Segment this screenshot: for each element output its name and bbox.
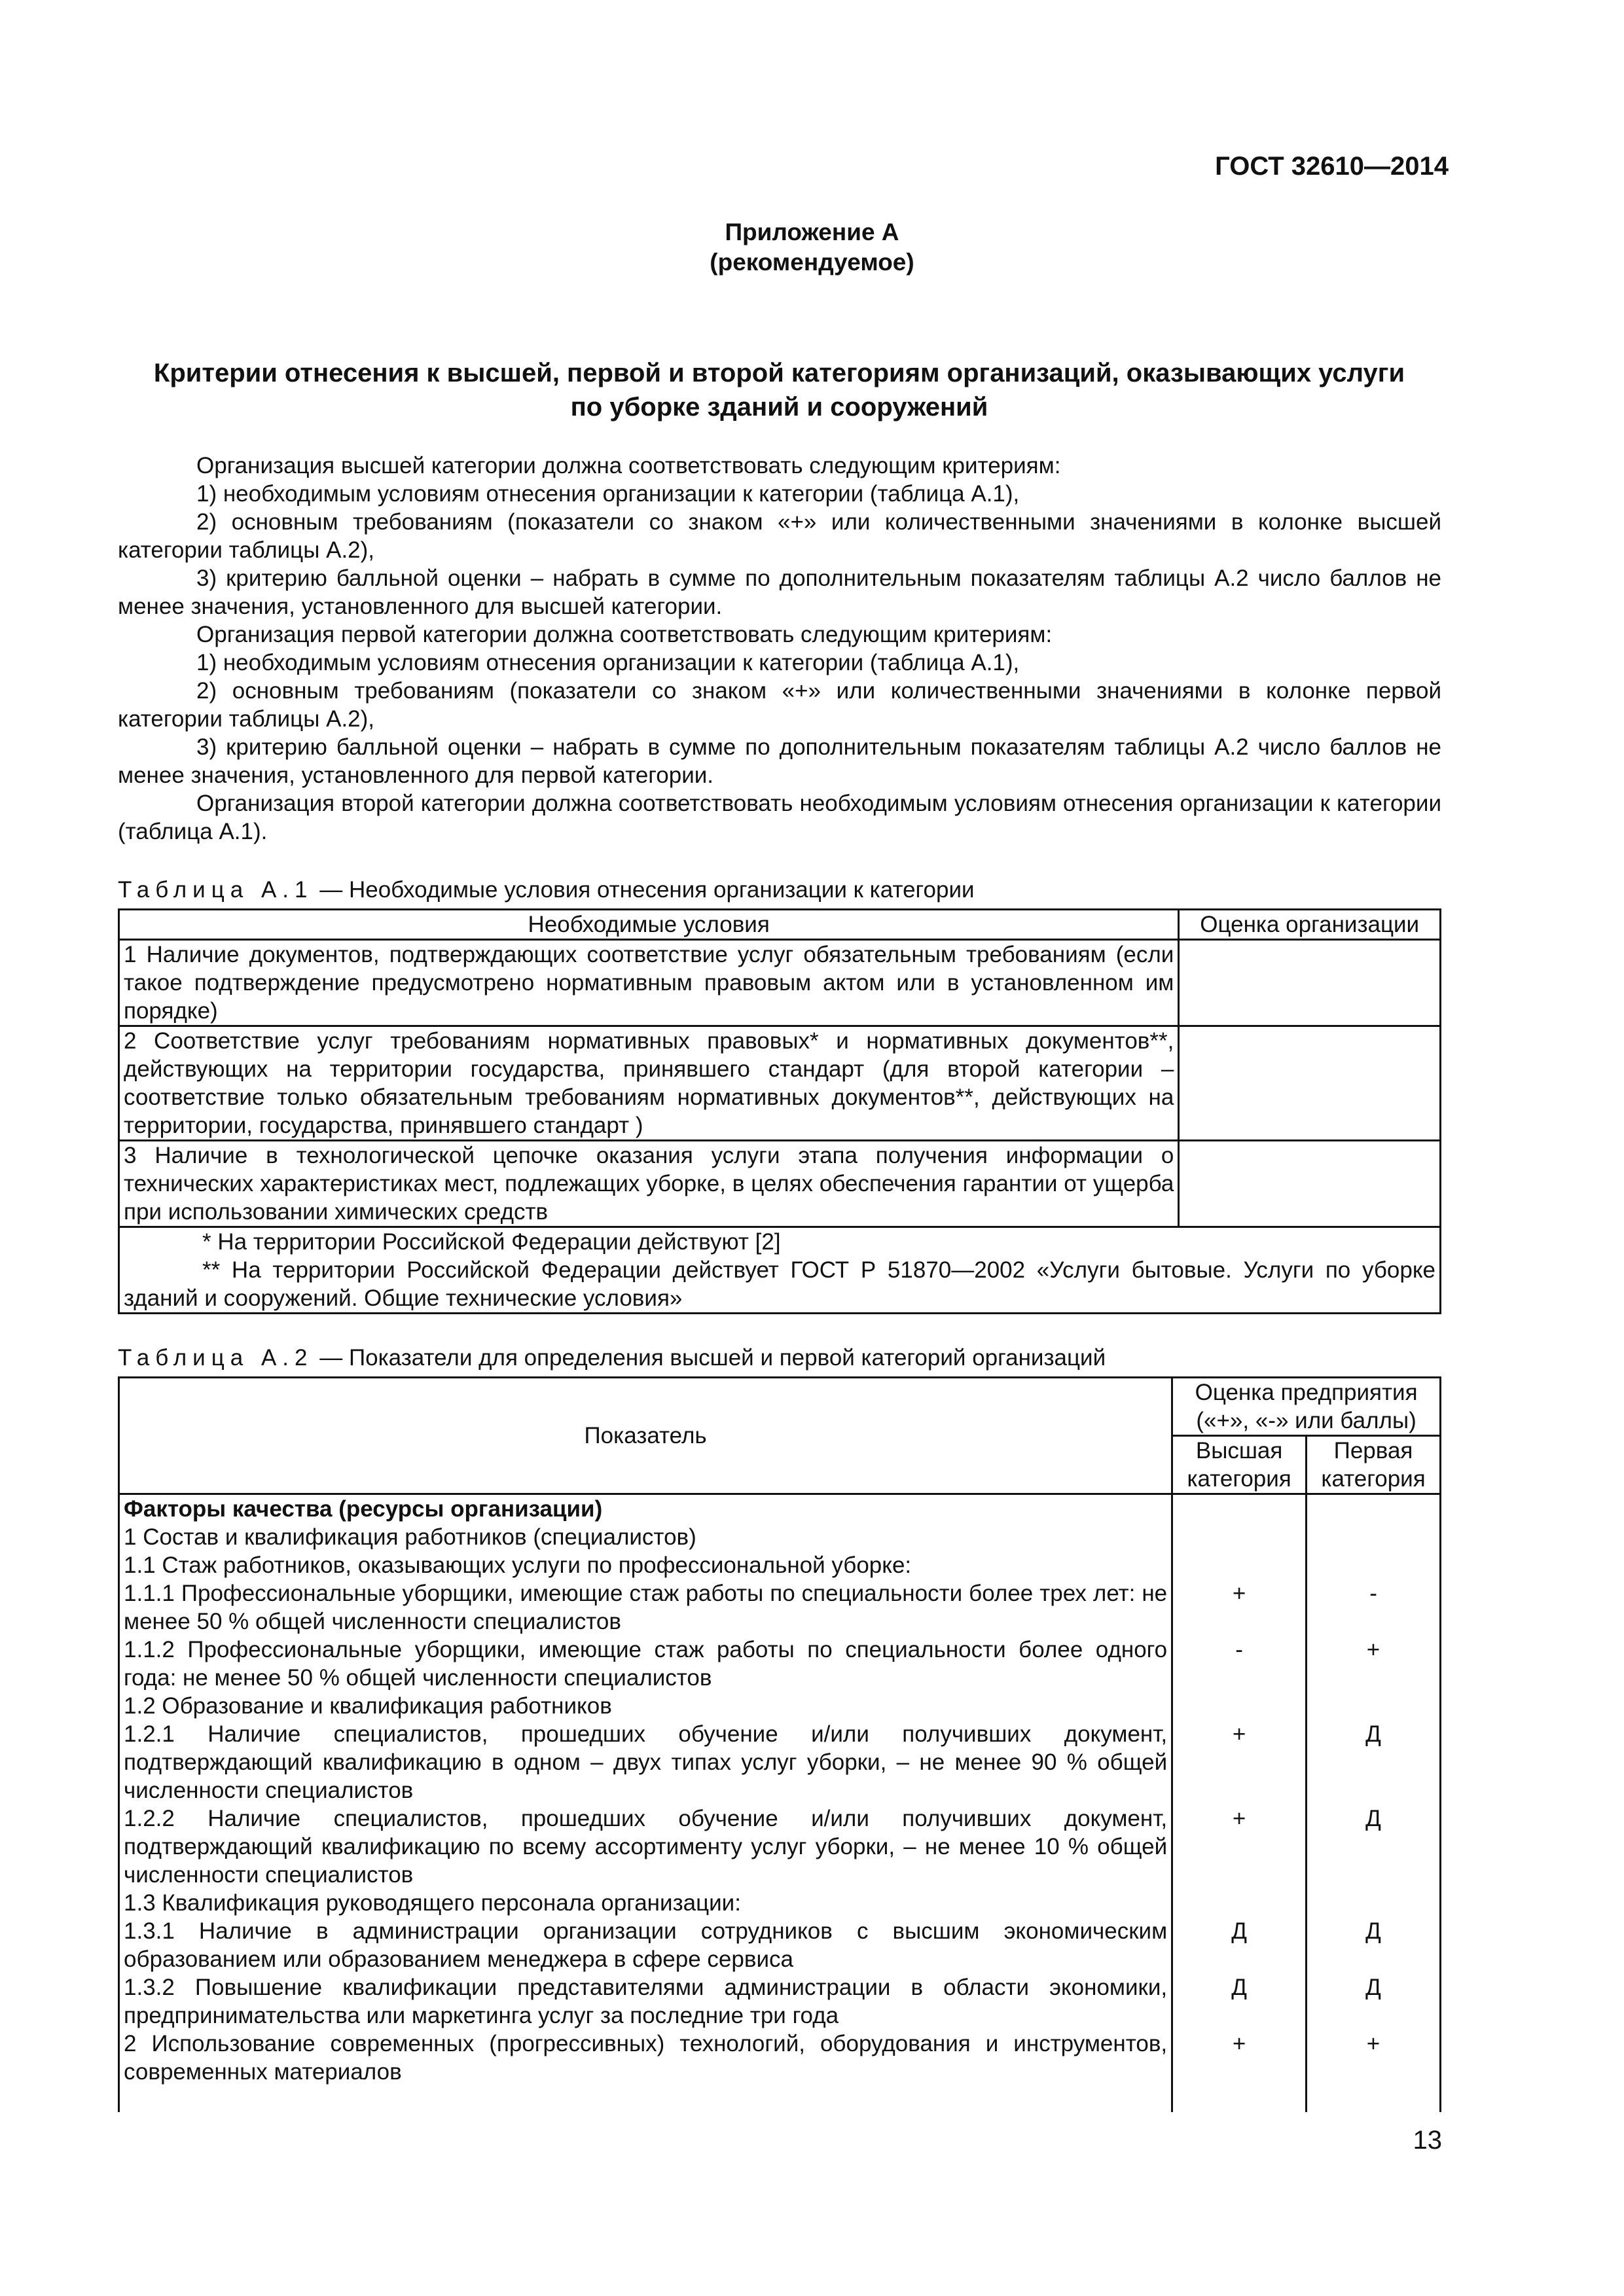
table-row bbox=[119, 1551, 1441, 1579]
body-paragraph: Организация высшей категории должна соответствовать следующим критериям: bbox=[196, 453, 1061, 478]
table2-empty-cell bbox=[1172, 2086, 1307, 2112]
table2-header-indicator: Показатель bbox=[119, 1378, 1172, 1494]
annex-kind: (рекомендуемое) bbox=[710, 249, 914, 276]
body-paragraph: 3) критерию балльной оценки – набрать в сумме по дополнительным показателям таблицы А.2 число баллов не менее значения, установленного для первой категории. bbox=[118, 734, 1441, 788]
table1-header-assessment: Оценка организации bbox=[1179, 910, 1441, 940]
table2-indicator-cell: 1.2.2 Наличие специалистов, прошедших обучение и/или получивших документ, подтверждающий квалификацию по всему ассортименту услуг уборки, – не менее 10 % общей численности специалистов bbox=[119, 1804, 1172, 1889]
table-row bbox=[119, 1889, 1441, 1917]
table2-continuation-row bbox=[119, 2086, 1441, 2112]
table2-section-title: Факторы качества (ресурсы организации) bbox=[119, 1494, 1172, 1524]
table1-assessment-cell bbox=[1179, 1026, 1441, 1141]
table2-body bbox=[119, 1494, 1441, 2113]
table2-header-row bbox=[119, 1378, 1441, 1436]
table2-caption bbox=[118, 1345, 1106, 1371]
table2-empty-cell bbox=[119, 2086, 1172, 2112]
table1-condition-cell: 1 Наличие документов, подтверждающих соответствие услуг обязательным требованиям (если такое подтверждение предусмотрено нормативным правовым актом или в установленном им порядке) bbox=[119, 940, 1179, 1026]
document-title-line-1: Критерии отнесения к высшей, первой и второй категориям организаций, оказывающих услуги bbox=[153, 359, 1405, 387]
table2-high-cell bbox=[1172, 1523, 1307, 1551]
table2-high-cell bbox=[1172, 1494, 1307, 1524]
table-row bbox=[119, 1026, 1441, 1141]
body-paragraph: Организация второй категории должна соответствовать необходимым условиям отнесения организации к категории (таблица А.1). bbox=[118, 791, 1441, 844]
table2-high-cell: + bbox=[1172, 2030, 1307, 2086]
table2-indicator-cell: 1.1.2 Профессиональные уборщики, имеющие стаж работы по специальности более одного года: не менее 50 % общей численности специалистов bbox=[119, 1636, 1172, 1692]
table1-assessment-cell bbox=[1179, 940, 1441, 1026]
table2 bbox=[118, 1376, 1441, 2112]
table2-caption-label: Таблица А.2 bbox=[118, 1345, 314, 1371]
table2-empty-cell bbox=[1307, 2086, 1441, 2112]
table1-condition-cell: 2 Соответствие услуг требованиям нормативных правовых* и нормативных документов**, действующих на территории государства, принявшего стандарт (для второй категории – соответствие только обязательным требованиям нормативных документов**, действующих на территории, государства, принявшего стандарт ) bbox=[119, 1026, 1179, 1141]
table2-high-cell bbox=[1172, 1692, 1307, 1720]
table2-indicator-cell: 1.3.2 Повышение квалификации представителями администрации в области экономики, предпринимательства или маркетинга услуг за последние три года bbox=[119, 1973, 1172, 2030]
table2-first-cell bbox=[1307, 1692, 1441, 1720]
table2-header-first: Первая категория bbox=[1307, 1436, 1441, 1494]
table2-first-cell bbox=[1307, 1551, 1441, 1579]
footnote: * На территории Российской Федерации действуют [2] bbox=[202, 1229, 781, 1255]
table2-first-cell: + bbox=[1307, 2030, 1441, 2086]
body-paragraph: 2) основным требованиям (показатели со знаком «+» или количественными значениями в колонке высшей категории таблицы А.2), bbox=[118, 509, 1441, 563]
table2-indicator-cell: 1.2.1 Наличие специалистов, прошедших обучение и/или получивших документ, подтверждающий квалификацию в одном – двух типах услуг уборки, – не менее 90 % общей численности специалистов bbox=[119, 1720, 1172, 1804]
table2-first-cell bbox=[1307, 1889, 1441, 1917]
table1-assessment-cell bbox=[1179, 1141, 1441, 1227]
table1 bbox=[118, 908, 1441, 1314]
body-paragraph: 1) необходимым условиям отнесения организации к категории (таблица А.1), bbox=[196, 481, 1020, 507]
table2-first-cell: + bbox=[1307, 1636, 1441, 1692]
page-number: 13 bbox=[1413, 2126, 1442, 2155]
table1-footnotes-row bbox=[119, 1227, 1441, 1314]
table2-indicator-cell: 1 Состав и квалификация работников (специалистов) bbox=[119, 1523, 1172, 1551]
body-paragraph: 2) основным требованиям (показатели со знаком «+» или количественными значениями в колонке первой категории таблицы А.2), bbox=[118, 678, 1441, 732]
table2-first-cell bbox=[1307, 1494, 1441, 1524]
standard-code: ГОСТ 32610—2014 bbox=[1215, 152, 1449, 181]
table2-high-cell: Д bbox=[1172, 1973, 1307, 2030]
table2-high-cell: + bbox=[1172, 1579, 1307, 1636]
body-paragraph: Организация первой категории должна соответствовать следующим критериям: bbox=[196, 622, 1053, 647]
document-title-line-2: по уборке зданий и сооружений bbox=[570, 393, 988, 422]
table-row bbox=[119, 2030, 1441, 2086]
table2-indicator-cell: 1.1.1 Профессиональные уборщики, имеющие стаж работы по специальности более трех лет: не менее 50 % общей численности специалистов bbox=[119, 1579, 1172, 1636]
body-paragraph: 3) критерию балльной оценки – набрать в сумме по дополнительным показателям таблицы А.2 число баллов не менее значения, установленного для высшей категории. bbox=[118, 565, 1441, 619]
table2-indicator-cell: 2 Использование современных (прогрессивных) технологий, оборудования и инструментов, современных материалов bbox=[119, 2030, 1172, 2086]
table2-first-cell: Д bbox=[1307, 1973, 1441, 2030]
table1-caption-label: Таблица А.1 bbox=[118, 877, 314, 903]
table2-first-cell: - bbox=[1307, 1579, 1441, 1636]
table-row bbox=[119, 1523, 1441, 1551]
table2-high-cell: + bbox=[1172, 1804, 1307, 1889]
table1-condition-cell: 3 Наличие в технологической цепочке оказания услуги этапа получения информации о технических характеристиках мест, подлежащих уборке, в целях обеспечения гарантии от ущерба при использовании химических средств bbox=[119, 1141, 1179, 1227]
table2-high-cell: + bbox=[1172, 1720, 1307, 1804]
table2-high-cell: - bbox=[1172, 1636, 1307, 1692]
table2-first-cell: Д bbox=[1307, 1804, 1441, 1889]
table1-caption-text: — Необходимые условия отнесения организации к категории bbox=[319, 877, 975, 903]
table2-first-cell bbox=[1307, 1523, 1441, 1551]
table2-indicator-cell: 1.3.1 Наличие в администрации организации сотрудников с высшим экономическим образованием или образованием менеджера в сфере сервиса bbox=[119, 1917, 1172, 1973]
table2-indicator-cell: 1.1 Стаж работников, оказывающих услуги по профессиональной уборке: bbox=[119, 1551, 1172, 1579]
table2-high-cell bbox=[1172, 1889, 1307, 1917]
body-paragraph: 1) необходимым условиям отнесения организации к категории (таблица А.1), bbox=[196, 650, 1020, 675]
table2-indicator-cell: 1.3 Квалификация руководящего персонала организации: bbox=[119, 1889, 1172, 1917]
table1-footnotes bbox=[119, 1227, 1441, 1314]
table-row bbox=[119, 1804, 1441, 1889]
table-row bbox=[119, 1720, 1441, 1804]
table-row bbox=[119, 1692, 1441, 1720]
table2-section-row bbox=[119, 1494, 1441, 1524]
table-row bbox=[119, 1141, 1441, 1227]
footnote: ** На территории Российской Федерации действует ГОСТ Р 51870—2002 «Услуги бытовые. Услуги по уборке зданий и сооружений. Общие технические условия» bbox=[124, 1257, 1435, 1311]
table2-header-group: Оценка предприятия («+», «-» или баллы) bbox=[1172, 1378, 1441, 1436]
document-title bbox=[111, 356, 1447, 424]
table2-first-cell: Д bbox=[1307, 1917, 1441, 1973]
table-row bbox=[119, 1636, 1441, 1692]
table2-high-cell bbox=[1172, 1551, 1307, 1579]
table1-caption bbox=[118, 877, 975, 903]
table2-high-cell: Д bbox=[1172, 1917, 1307, 1973]
table-row bbox=[119, 1973, 1441, 2030]
table-row bbox=[119, 1579, 1441, 1636]
table1-header-row bbox=[119, 910, 1441, 940]
table2-header-high: Высшая категория bbox=[1172, 1436, 1307, 1494]
table2-caption-text: — Показатели для определения высшей и первой категорий организаций bbox=[319, 1345, 1106, 1371]
table1-header-conditions: Необходимые условия bbox=[119, 910, 1179, 940]
table2-indicator-cell: 1.2 Образование и квалификация работников bbox=[119, 1692, 1172, 1720]
table-row bbox=[119, 940, 1441, 1026]
annex-title: Приложение А bbox=[725, 219, 899, 245]
annex-heading bbox=[0, 217, 1624, 278]
table2-first-cell: Д bbox=[1307, 1720, 1441, 1804]
body-text bbox=[118, 452, 1441, 846]
table-row bbox=[119, 1917, 1441, 1973]
